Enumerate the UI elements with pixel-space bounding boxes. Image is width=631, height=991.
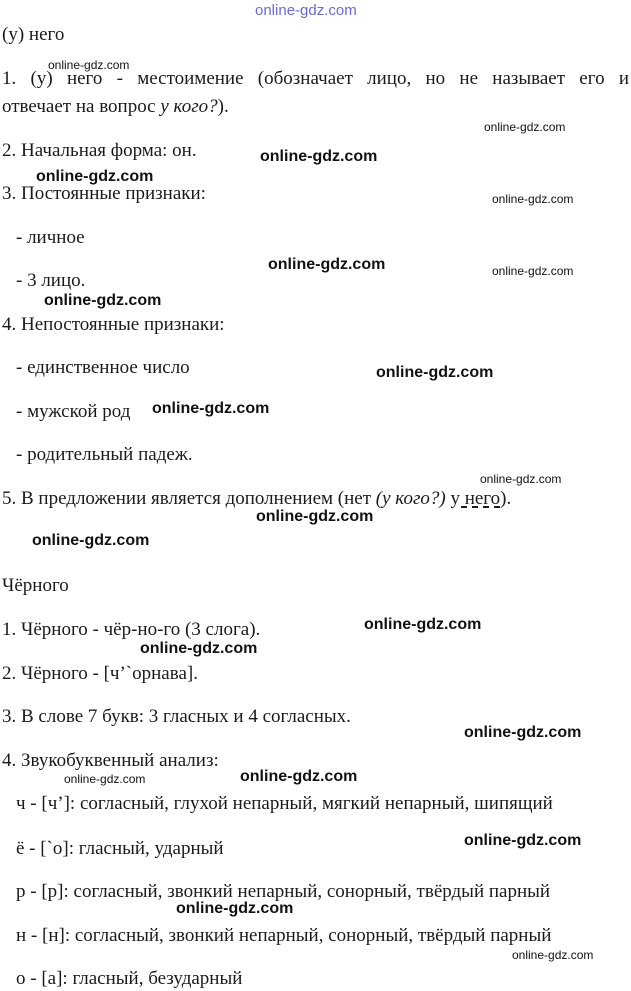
letter-analysis-row: ч - [ч’]: согласный, глухой непарный, мягкий непарный, шипящий [16,793,553,814]
question-text: у кого? [160,96,218,117]
watermark: online-gdz.com [480,472,562,486]
watermark: online-gdz.com [492,264,574,278]
paragraph-5-end: ). [500,488,512,509]
watermark: online-gdz.com [260,148,378,165]
watermark: online-gdz.com [48,58,130,72]
watermark: online-gdz.com [176,900,294,917]
watermark: online-gdz.com [512,948,594,962]
list-item: - мужской род [16,401,131,422]
section-title: Чёрного [2,575,69,596]
list-item: - единственное число [16,357,190,378]
watermark: online-gdz.com [64,772,146,786]
paragraph-2: 2. Чёрного - [ч’`орнава]. [2,663,198,684]
paragraph-5-text: 5. В предложении является дополнением (нет [2,488,376,509]
watermark: online-gdz.com [140,640,258,657]
watermark: online-gdz.com [256,508,374,525]
watermark: online-gdz.com [484,120,566,134]
watermark: online-gdz.com [240,768,358,785]
watermark: online-gdz.com [32,532,150,549]
paragraph-1b-text: отвечает на вопрос [2,96,161,117]
watermark: online-gdz.com [364,616,482,633]
underlined-word: у него [450,488,501,509]
list-item: - родительный падеж. [16,444,193,465]
paragraph-1b [2,96,229,118]
list-item: - личное [16,227,85,248]
paragraph-4: 4. Непостоянные признаки: [2,314,225,335]
watermark: online-gdz.com [268,256,386,273]
paragraph-3: 3. В слове 7 букв: 3 гласных и 4 согласных. [2,706,351,727]
paragraph-3: 3. Постоянные признаки: [2,183,206,204]
paragraph-1a: 1. (у) него - местоимение (обозначает лицо, но не называет его и [2,68,629,89]
watermark: online-gdz.com [492,192,574,206]
letter-analysis-row: ё - [`о]: гласный, ударный [16,838,224,859]
letter-analysis-row: р - [р]: согласный, звонкий непарный, сонорный, твёрдый парный [16,881,551,902]
paragraph-4: 4. Звукобуквенный анализ: [2,750,219,771]
watermark: online-gdz.com [376,364,494,381]
watermark: online-gdz.com [464,832,582,849]
letter-analysis-row: н - [н]: согласный, звонкий непарный, сонорный, твёрдый парный [16,925,552,946]
section-title: (у) него [2,24,65,45]
watermark: online-gdz.com [44,292,162,309]
question-text: (у кого?) [375,488,446,509]
paragraph-2: 2. Начальная форма: он. [2,140,197,161]
letter-analysis-row: о - [а]: гласный, безударный [16,968,243,989]
watermark: online-gdz.com [36,168,154,185]
watermark: online-gdz.com [152,400,270,417]
paragraph-1b-end: ). [217,96,229,117]
watermark: online-gdz.com [255,2,357,19]
paragraph-5 [2,488,511,510]
watermark: online-gdz.com [464,724,582,741]
list-item: - 3 лицо. [16,270,86,291]
paragraph-1: 1. Чёрного - чёр-но-го (3 слога). [2,619,261,640]
